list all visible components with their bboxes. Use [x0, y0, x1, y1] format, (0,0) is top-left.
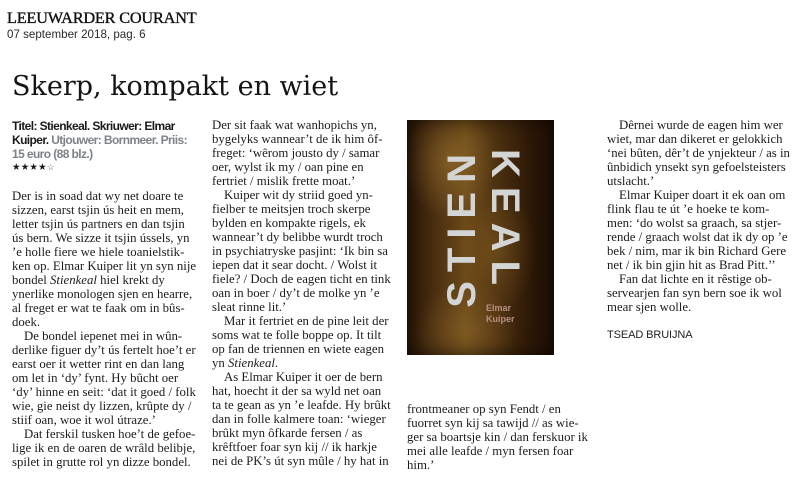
text-line: mei alle leafde / myn fersen foar — [407, 443, 574, 458]
text-line: utslacht.’ — [607, 173, 655, 188]
text-line: Der is in soad dat wy net doare te — [12, 188, 184, 203]
text-line: Der sit faak wat wanhopichs yn, — [212, 117, 377, 132]
text-line: fertriet / mislik frette moat.’ — [212, 173, 356, 188]
text-line: freget: ‘wêrom jousto dy / samar — [212, 145, 380, 160]
text-line: ûnbidich ynsekt syn gefoelsteisters — [607, 159, 786, 174]
cover-title-keal: KEAL — [483, 149, 527, 294]
italic-title: Stienkeal — [228, 355, 275, 370]
text-line: bondel Stienkeal hiel krekt dy — [12, 272, 165, 287]
text-line: oan in boer / dy’t de molke yn ’e — [212, 285, 380, 300]
text-line: soms wat te folle boppe op. It tilt — [212, 327, 382, 342]
text-line: him.’ — [407, 457, 435, 472]
text-line: sizzen, earst tsjin ús heit en mem, — [12, 202, 185, 217]
text-line: frontmeaner op syn Fendt / en — [407, 401, 561, 416]
text-line: ger sa boartsje kin / dan ferskuor ik — [407, 429, 588, 444]
star-empty-icon: ☆ — [46, 163, 55, 173]
book-info-title-author: Titel: Stienkeal. Skriuwer: Elmar — [12, 119, 175, 133]
book-info-box — [12, 119, 202, 175]
text-line: Dat ferskil tusken hoe’t de gefoe- — [24, 426, 196, 441]
spacer — [607, 314, 800, 328]
text-line: wannear’t dy belibbe wurdt troch — [212, 229, 383, 244]
text-line: yn Stienkeal. — [212, 355, 279, 370]
text-line: Mar it fertriet en de pine leit der — [224, 313, 389, 328]
text-line: ús bern. We sizze it tsjin ússels, yn — [12, 230, 190, 245]
text-line: ‘nei bûten, dêr’t de ynjekteur / as in — [607, 145, 790, 160]
article-column-1 — [12, 189, 202, 469]
text-line: ynerlike monologen sjen en hearre, — [12, 286, 193, 301]
text-line: flink flau te út ’e hoeke te kom- — [607, 201, 770, 216]
text-line: om let in ‘dy’ fynt. Hy bûcht oer — [12, 370, 179, 385]
publication-name: LEEUWARDER COURANT — [7, 8, 197, 27]
text-line: ’e holle fiere we hiele toanielstik- — [12, 244, 185, 259]
book-info-author-end: Kuiper. — [12, 133, 49, 147]
text-line: brûkt myn ôfkarde fersen / as — [212, 425, 363, 440]
text-line: in psychiatryske pasjint: ‘Ik bin sa — [212, 243, 388, 258]
italic-title: Stienkeal — [50, 272, 97, 287]
text-line: wiet, mar dan dikeret er gelokkich — [607, 131, 783, 146]
book-info-price: 15 euro (88 blz.) — [12, 147, 93, 161]
text-line: As Elmar Kuiper it oer de bern — [224, 369, 383, 384]
text-line: oer, wylst ik my / oan pine en — [212, 159, 364, 174]
cover-author — [486, 303, 515, 325]
text-line: servearjen fan syn bern soe ik wol — [607, 285, 782, 300]
text-line: dan in folle kalmere toan: ‘wieger — [212, 411, 386, 426]
text-line: doek. — [12, 314, 41, 329]
text-line: net / ik bin gjin hit as Brad Pitt.’’ — [607, 257, 776, 272]
text-line: op fan de triennen en wiete eagen — [212, 341, 384, 356]
text-line: bylden en kompakte rigels, ek — [212, 215, 366, 230]
text-line: rende / graach wolst dat ik dy op ’e — [607, 229, 788, 244]
text-line: earst oer it wetter rint en dan lang — [12, 356, 185, 371]
text-line: fiele? / Doch de eagen ticht en tink — [212, 271, 391, 286]
star-filled-icon: ★★★★ — [12, 162, 47, 173]
text-line: sleat rinne lit.’ — [212, 299, 287, 314]
text-line: lige ik en de oaren de wrâld belibje, — [12, 440, 196, 455]
article-column-3 — [407, 402, 597, 472]
text-line: Dêrnei wurde de eagen him wer — [619, 117, 783, 132]
text-line: ken op. Elmar Kuiper lit yn syn nije — [12, 258, 197, 273]
star-rating — [12, 161, 202, 175]
cover-title-stien: STIEN — [440, 145, 484, 308]
text-line: nei de PK’s út syn mûle / hy hat in — [212, 453, 389, 468]
text-line: al freget er wat te faak om in bûs- — [12, 300, 185, 315]
book-info-publisher: Utjouwer: Bornmeer. Priis: — [48, 133, 187, 147]
text-line: De bondel iepenet mei in wûn- — [24, 328, 183, 343]
text-line: Elmar Kuiper doart it ek oan om — [619, 187, 786, 202]
text-line: wie, gie neist dy lizzen, krûpte dy / — [12, 398, 192, 413]
dateline: 07 september 2018, pag. 6 — [7, 28, 146, 41]
article-headline: Skerp, kompakt en wiet — [12, 71, 339, 102]
text-line: hat, hoecht it der sa wyld net oan — [212, 383, 382, 398]
text-line: fuorret syn kij sa tawijd // as wie- — [407, 415, 579, 430]
text-line: ta te gean as yn ’e leafde. Hy brûkt — [212, 397, 391, 412]
article-column-4-wrap — [607, 118, 800, 342]
cover-author-first: Elmar — [486, 303, 512, 313]
author-byline: TSEAD BRUIJNA — [607, 328, 693, 341]
text-line: Fan dat lichte en it rêstige ob- — [619, 271, 772, 286]
text-line: krêftfoer foar syn kij // ik harkje — [212, 439, 377, 454]
text-line: ‘dy’ hinne en seit: ‘dat it goed / folk — [12, 384, 196, 399]
text-line: Kuiper wit dy striid goed yn- — [224, 187, 373, 202]
book-cover-image — [407, 120, 554, 355]
text-line: spilet in grutte rol yn dizze bondel. — [12, 454, 191, 469]
text-line: men: ‘do wolst sa graach, sa stjer- — [607, 215, 782, 230]
text-line: bygelyks wannear’t de ik him ôf- — [212, 131, 383, 146]
text-line: fielber te meitsjen troch skerpe — [212, 201, 371, 216]
text-line: bek / nim, mar ik bin Richard Gere — [607, 243, 787, 258]
text-line: letter tsjin ús partners en dan tsjin — [12, 216, 185, 231]
article-column-2 — [212, 118, 402, 468]
text-line: mear sjen wolle. — [607, 299, 692, 314]
cover-author-last: Kuiper — [486, 314, 515, 324]
text-line: stiif oan, woe it wol útraze.’ — [12, 412, 156, 427]
article-column-4 — [607, 118, 800, 314]
text-line: derlike figuer dy’t ús fertelt hoe’t er — [12, 342, 196, 357]
text-line: iepen dat it sear docht. / Wolst it — [212, 257, 378, 272]
